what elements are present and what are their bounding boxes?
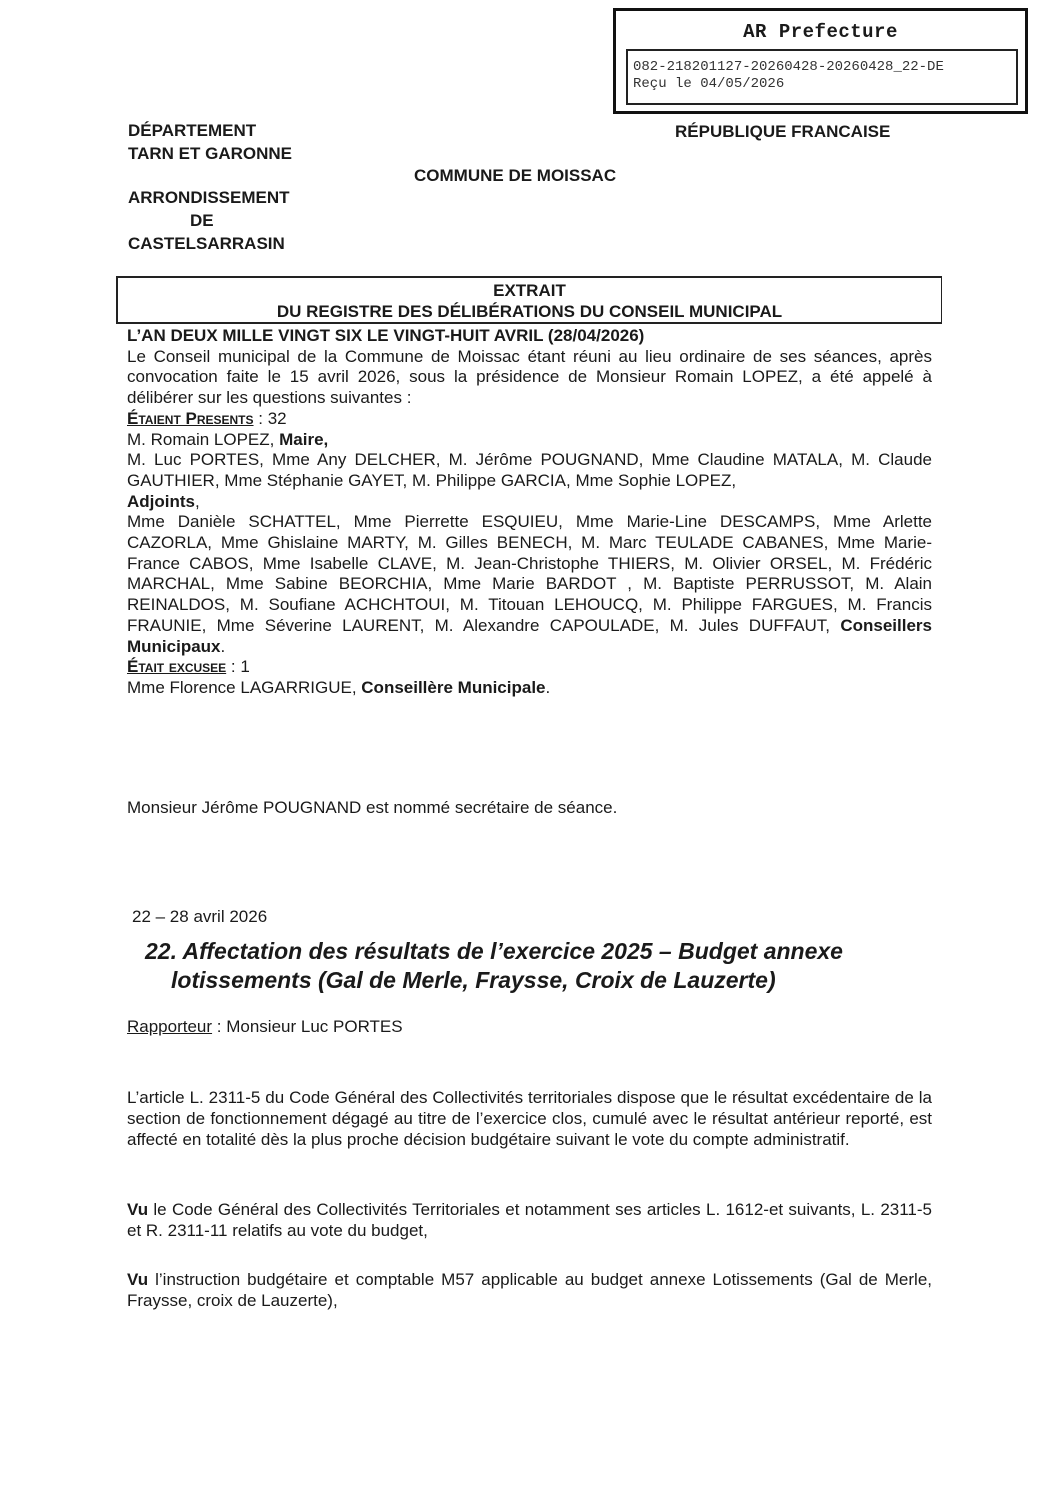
adjoints-role: Adjoints xyxy=(127,491,195,511)
maire-name: M. Romain LOPEZ, xyxy=(127,429,280,449)
rapporteur-value: : Monsieur Luc PORTES xyxy=(212,1017,403,1036)
deliberation-title-line2: lotissements (Gal de Merle, Fraysse, Croix de Lauzerte) xyxy=(171,967,776,993)
seance-date-line: L’AN DEUX MILLE VINGT SIX LE VINGT-HUIT AVRIL (28/04/2026) xyxy=(127,326,645,345)
vu-label: Vu xyxy=(127,1200,149,1219)
paragraph-article xyxy=(127,1087,932,1150)
seance-intro: Le Conseil municipal de la Commune de Moissac étant réuni au lieu ordinaire de ses séances, après convocation faite le 15 avril 2026, sous la présidence de Monsieur Romain LOPEZ, a été appelé à délibérer sur les questions suivantes : xyxy=(127,346,932,408)
excusee-name: Mme Florence LAGARRIGUE, xyxy=(127,677,362,697)
stamp-title: AR Prefecture xyxy=(743,21,898,43)
conseillers-names: Mme Danièle SCHATTEL, Mme Pierrette ESQUIEU, Mme Marie-Line DESCAMPS, Mme Arlette CAZORLA, Mme Ghislaine MARTY, M. Gilles BENECH, M. Marc TEULADE CABANES, Mme Marie-France CABOS, Mme Isabelle CLAVE, M. Jean-Christophe THIERS, M. Olivier ORSEL, M. Frédéric MARCHAL, Mme Sabine BEORCHIA, Mme Marie BARDOT , M. Baptiste PERRUSSOT, M. Alain REINALDOS, M. Soufiane ACHCHTOUI, M. Titouan LEHOUCQ, M. Philippe FARGUES, M. Francis FRAUNIE, Mme Séverine LAURENT, M. Alexandre CAPOULADE, M. Jules DUFFAUT, xyxy=(127,512,932,635)
vu-cgct-text: le Code Général des Collectivités Territoriales et notamment ses articles L. 1612-et suivants, L. 2311-5 et R. 2311-11 relatifs au vote du budget, xyxy=(127,1200,932,1240)
adjoints-line: Adjoints, xyxy=(127,491,200,511)
vu-m57-text: l’instruction budgétaire et comptable M57 applicable au budget annexe Lotissements (Gal de Merle, Fraysse, croix de Lauzerte), xyxy=(127,1270,932,1310)
conseillers-role: Conseillers Municipaux xyxy=(127,615,932,656)
republique-label: RÉPUBLIQUE FRANCAISE xyxy=(675,122,891,141)
secretaire-line: Monsieur Jérôme POUGNAND est nommé secrétaire de séance. xyxy=(127,798,618,817)
arrondissement-label: ARRONDISSEMENT xyxy=(128,188,290,207)
presents-count: : 32 xyxy=(253,408,287,428)
rapporteur-label: Rapporteur xyxy=(127,1017,213,1036)
stamp-inner-box xyxy=(626,49,1018,105)
adjoints-names: M. Luc PORTES, Mme Any DELCHER, M. Jérôme POUGNAND, Mme Claudine MATALA, M. Claude GAUTHIER, Mme Stéphanie GAYET, M. Philippe GARCIA, Mme Sophie LOPEZ, xyxy=(127,450,932,490)
paragraph-vu-m57 xyxy=(127,1269,932,1311)
ar-prefecture-stamp xyxy=(613,8,1028,114)
extrait-header-box xyxy=(116,276,942,324)
deliberation-title-line1: 22. Affectation des résultats de l’exercice 2025 – Budget annexe xyxy=(145,938,843,964)
deliberation-ref: 22 – 28 avril 2026 xyxy=(132,907,268,926)
vu-label: Vu xyxy=(127,1270,149,1289)
excusee-role: Conseillère Municipale xyxy=(361,677,546,697)
maire-line xyxy=(127,430,932,451)
presents-label: Étaient Presents xyxy=(127,408,254,428)
departement-label: DÉPARTEMENT xyxy=(128,121,257,140)
excusee-person-line: Mme Florence LAGARRIGUE, Conseillère Municipale. xyxy=(127,677,551,697)
seance-section xyxy=(127,326,932,699)
paragraph-vu-cgct xyxy=(127,1199,932,1241)
presents-line xyxy=(127,409,932,430)
arrondissement-name: CASTELSARRASIN xyxy=(128,234,285,253)
deliberation-title xyxy=(145,937,935,995)
excusee-label: Était excusee xyxy=(127,657,227,677)
article-text: L’article L. 2311-5 du Code Général des Collectivités territoriales dispose que le résultat excédentaire de la section de fonctionnement dégagé au titre de l’exercice clos, cumulé avec le résultat antérieur reporté, est affecté en totalité dès la plus proche décision budgétaire suivant le vote du compte administratif. xyxy=(127,1088,932,1149)
arrondissement-de: DE xyxy=(190,211,214,230)
stamp-reference: 082-218201127-20260428-20260428_22-DE xyxy=(633,59,944,75)
commune-label: COMMUNE DE MOISSAC xyxy=(414,166,617,185)
departement-name: TARN ET GARONNE xyxy=(128,144,293,163)
excusee-count: : 1 xyxy=(226,657,250,677)
extrait-subtitle: DU REGISTRE DES DÉLIBÉRATIONS DU CONSEIL MUNICIPAL xyxy=(276,302,783,321)
departement-block xyxy=(128,119,292,165)
arrondissement-block xyxy=(128,186,290,255)
maire-role: Maire, xyxy=(279,429,329,449)
extrait-title: EXTRAIT xyxy=(493,281,566,300)
conseillers-line: Mme Danièle SCHATTEL, Mme Pierrette ESQUIEU, Mme Marie-Line DESCAMPS, Mme Arlette CAZORLA, Mme Ghislaine MARTY, M. Gilles BENECH, M. Marc TEULADE CABANES, Mme Marie-France CABOS, Mme Isabelle CLAVE, M. Jean-Christophe THIERS, M. Olivier ORSEL, M. Frédéric MARCHAL, Mme Sabine BEORCHIA, Mme Marie BARDOT , M. Baptiste PERRUSSOT, M. Alain REINALDOS, M. Soufiane ACHCHTOUI, M. Titouan LEHOUCQ, M. Philippe FARGUES, M. Francis FRAUNIE, Mme Séverine LAURENT, M. Alexandre CAPOULADE, M. Jules DUFFAUT, Conseillers Municipaux. xyxy=(127,512,932,656)
stamp-received-date: Reçu le 04/05/2026 xyxy=(633,76,785,92)
rapporteur-line xyxy=(127,1017,403,1037)
excusee-line xyxy=(127,657,932,678)
